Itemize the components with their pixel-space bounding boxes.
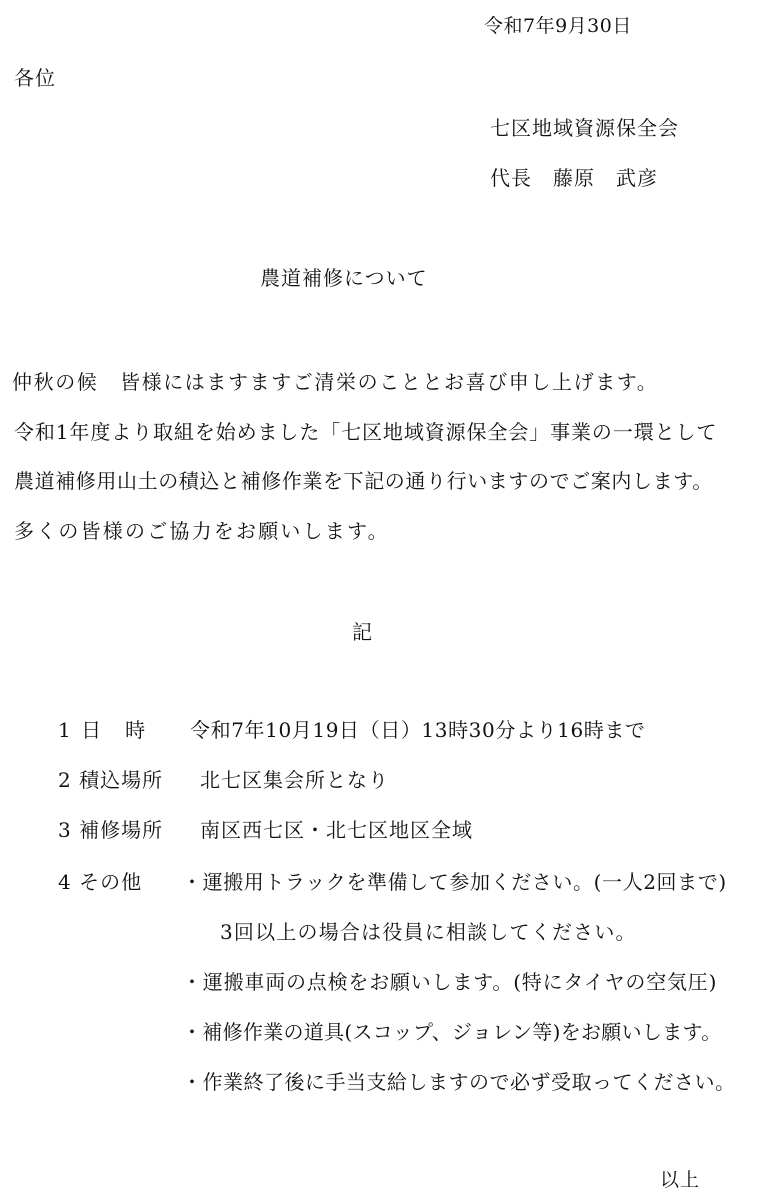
body-paragraph: 仲秋の候 皆様にはますますご清栄のこととお喜び申し上げます。 bbox=[12, 370, 659, 394]
body-paragraph: 令和1年度より取組を始めました「七区地域資源保全会」事業の一環として bbox=[14, 420, 718, 444]
other-note-line: ・補修作業の道具(スコップ、ジョレン等)をお願いします。 bbox=[182, 1020, 722, 1044]
item-label-loading-place: 2 積込場所 bbox=[58, 768, 164, 792]
other-note-line: ・運搬車両の点検をお願いします。(特にタイヤの空気圧) bbox=[182, 970, 718, 994]
item-value-loading-place: 北七区集会所となり bbox=[200, 768, 389, 792]
item-label-repair-place: 3 補修場所 bbox=[58, 818, 164, 842]
document-date: 令和7年9月30日 bbox=[484, 15, 632, 37]
body-paragraph: 農道補修用山土の積込と補修作業を下記の通り行いますのでご案内します。 bbox=[14, 469, 713, 493]
representative-name: 代長 藤原 武彦 bbox=[490, 166, 658, 190]
closing-text: 以上 bbox=[660, 1169, 701, 1191]
item-value-datetime: 令和7年10月19日（日）13時30分より16時まで bbox=[190, 718, 646, 742]
other-note-line: ・作業終了後に手当支給しますので必ず受取ってください。 bbox=[182, 1070, 736, 1094]
body-paragraph: 多くの皆様のご協力をお願いします。 bbox=[14, 519, 390, 543]
item-value-repair-place: 南区西七区・北七区地区全域 bbox=[200, 818, 473, 842]
ki-heading: 記 bbox=[352, 620, 373, 644]
item-label-datetime: 1 日 時 bbox=[58, 718, 148, 742]
document-title: 農道補修について bbox=[260, 266, 428, 290]
item-value-other: ・運搬用トラックを準備して参加ください。(一人2回まで) bbox=[182, 870, 727, 894]
item-label-other: 4 その他 bbox=[58, 870, 143, 894]
organization-name: 七区地域資源保全会 bbox=[490, 116, 679, 140]
addressee: 各位 bbox=[14, 66, 56, 90]
other-note-line: 3回以上の場合は役員に相談してください。 bbox=[220, 920, 637, 944]
